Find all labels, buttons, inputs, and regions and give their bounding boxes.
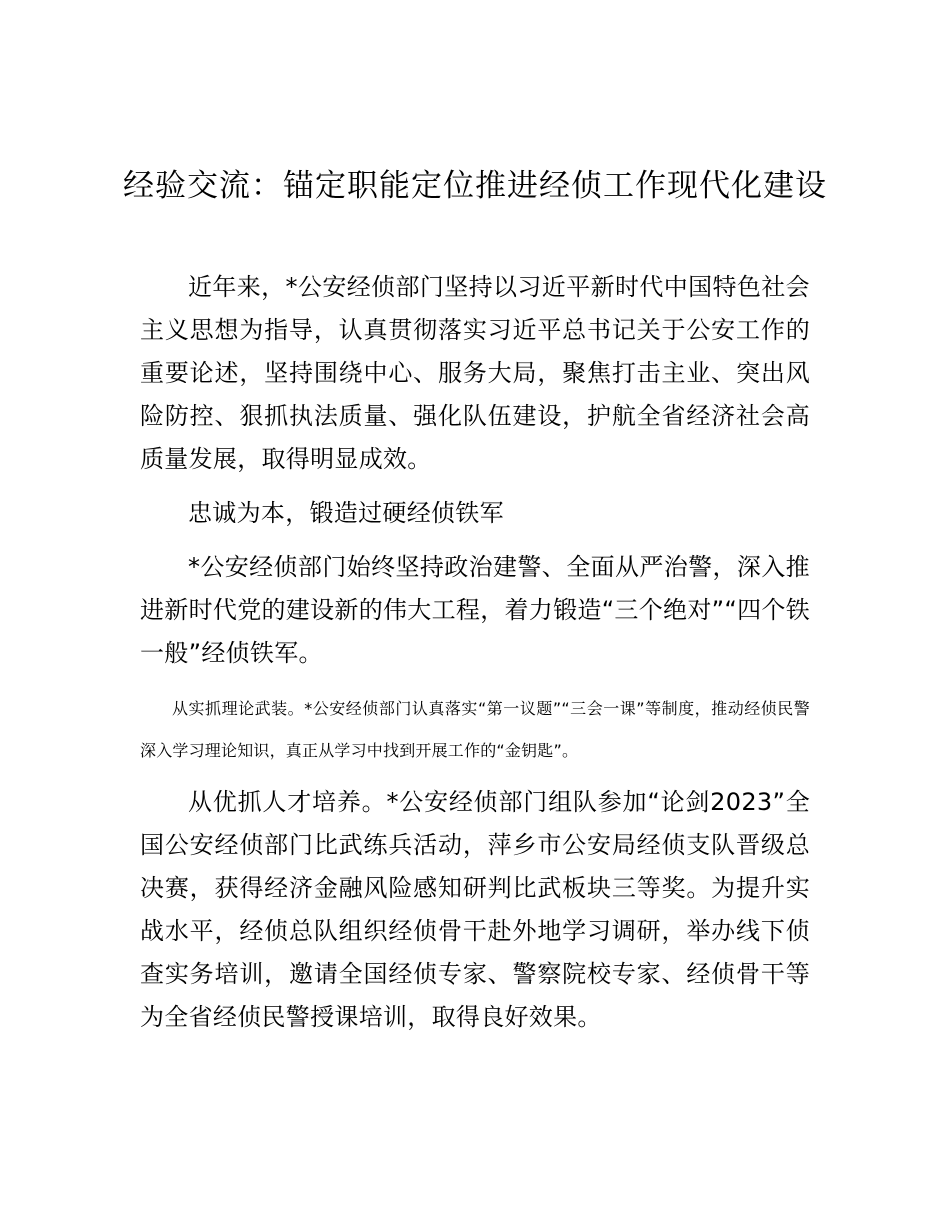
section-heading: 忠诚为本，锻造过硬经侦铁军 xyxy=(188,499,504,527)
paragraph-intro: 近年来，*公安经侦部门坚持以习近平新时代中国特色社会主义思想为指导，认真贯彻落实习近平总书记关于公安工作的重要论述，坚持围绕中心、服务大局，聚焦打击主业、突出风险防控、狠抓执法质量、强化队伍建设，护航全省经济社会高质量发展，取得明显成效。 xyxy=(140,273,810,473)
paragraph-theory: 从实抓理论武装。*公安经侦部门认真落实“第一议题”“三会一课”等制度，推动经侦民警深入学习理论知识，真正从学习中找到开展工作的“金钥匙”。 xyxy=(140,699,810,760)
document-title: 经验交流：锚定职能定位推进经侦工作现代化建设 xyxy=(123,168,827,204)
paragraph-section-body: *公安经侦部门始终坚持政治建警、全面从严治警，深入推进新时代党的建设新的伟大工程，着力锻造“三个绝对”“四个铁一般”经侦铁军。 xyxy=(140,553,810,667)
paragraph-talent: 从优抓人才培养。*公安经侦部门组队参加“论剑2023”全国公安经侦部门比武练兵活动，萍乡市公安局经侦支队晋级总决赛，获得经济金融风险感知研判比武板块三等奖。为提升实战水平，经侦总队组织经侦骨干赴外地学习调研，举办线下侦查实务培训，邀请全国经侦专家、警察院校专家、经侦骨干等为全省经侦民警授课培训，取得良好效果。 xyxy=(140,788,810,1031)
